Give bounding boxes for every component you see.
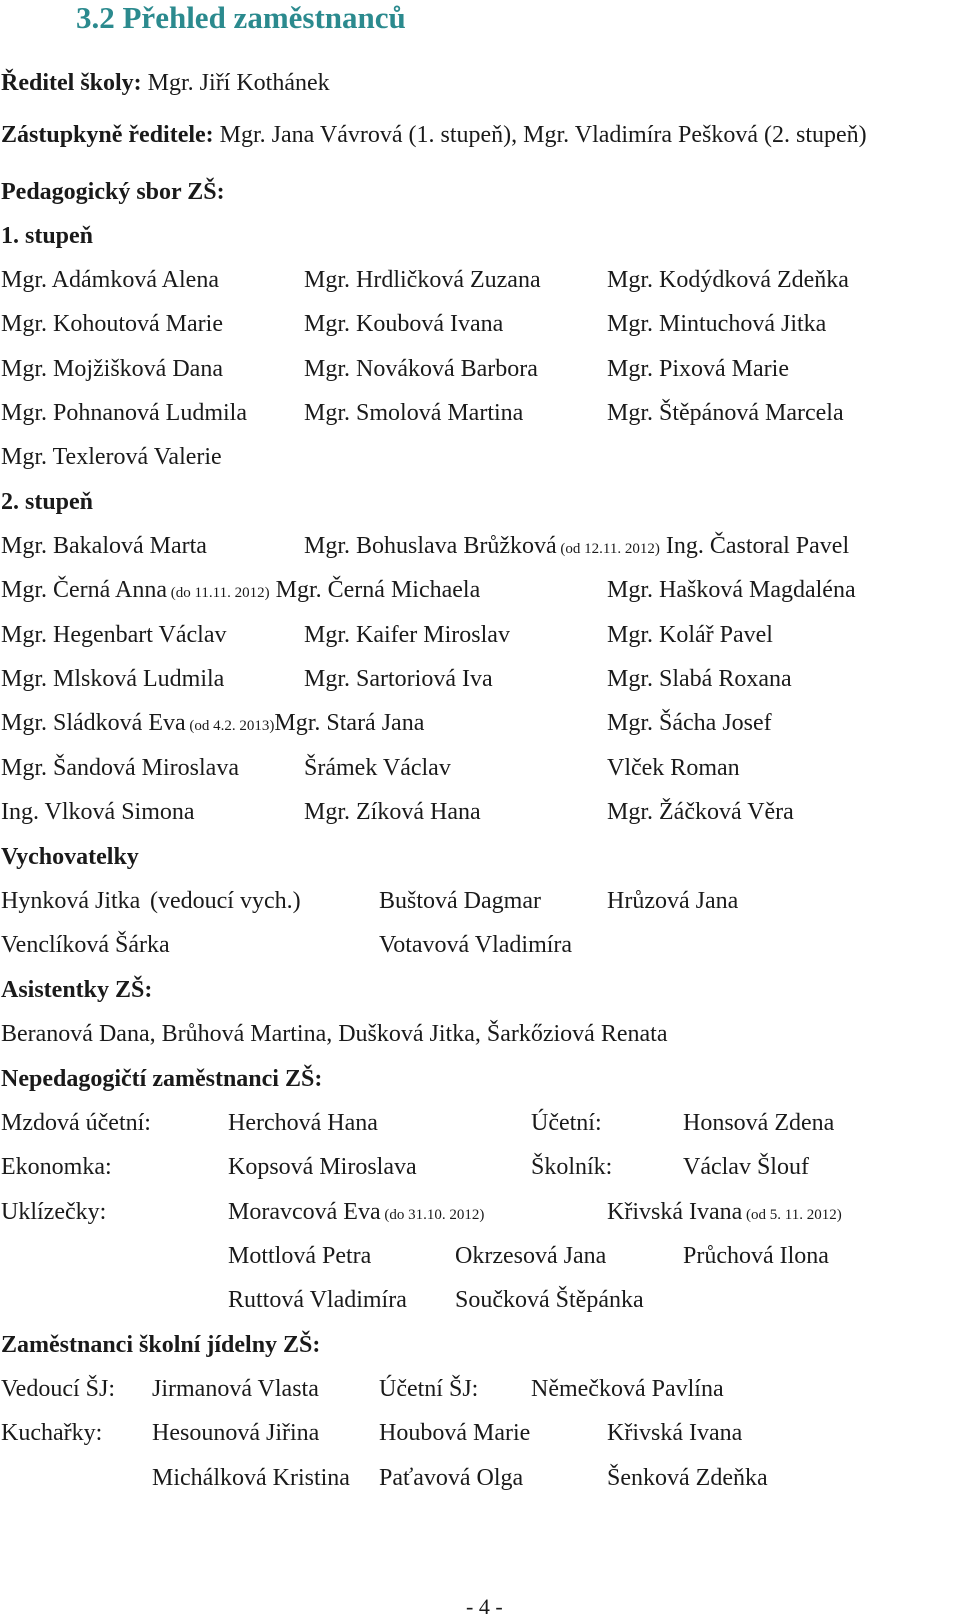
- staff-name: Mgr. Nováková Barbora: [304, 356, 538, 382]
- director-label: Ředitel školy:: [1, 70, 142, 96]
- date-note: (do 11.11. 2012): [166, 585, 270, 601]
- staff-name: Kopsová Miroslava: [228, 1154, 417, 1180]
- staff-name: Mgr. Šácha Josef: [607, 710, 772, 736]
- staff-name: [1, 577, 480, 604]
- staff-name: Mgr. Kaifer Miroslav: [304, 622, 510, 648]
- role-note: (vedoucí vych.): [150, 888, 301, 914]
- staff-name: Mgr. Mlsková Ludmila: [1, 666, 225, 692]
- staff-name: Mgr. Texlerová Valerie: [1, 444, 222, 470]
- date-note: (do 31.10. 2012): [380, 1207, 485, 1223]
- staff-name: Hesounová Jiřina: [152, 1420, 320, 1446]
- staff-name: Houbová Marie: [379, 1420, 531, 1446]
- staff-name: Mgr. Šandová Miroslava: [1, 755, 239, 781]
- staff-heading: Pedagogický sbor ZŠ:: [1, 179, 225, 205]
- staff-name: Mgr. Hegenbart Václav: [1, 622, 227, 648]
- role-label: Školník:: [531, 1154, 613, 1180]
- staff-name: Mgr. Mintuchová Jitka: [607, 311, 827, 337]
- staff-name-text: Mgr. Černá Anna: [1, 577, 167, 603]
- educators-heading: Vychovatelky: [1, 844, 139, 870]
- staff-name: Hynková Jitka: [1, 888, 141, 914]
- staff-name: Mgr. Zíková Hana: [304, 799, 481, 825]
- assistants-list: Beranová Dana, Brůhová Martina, Dušková Jitka, Šarkőziová Renata: [1, 1021, 668, 1047]
- date-note: (od 4.2. 2013): [185, 718, 275, 734]
- staff-name: Mgr. Hašková Magdaléna: [607, 577, 856, 603]
- staff-name: Mgr. Adámková Alena: [1, 267, 219, 293]
- staff-name: Okrzesová Jana: [455, 1243, 607, 1269]
- staff-name: Mgr. Smolová Martina: [304, 400, 524, 426]
- staff-name-text: Mgr. Černá Michaela: [269, 577, 481, 603]
- staff-name: Mgr. Pohnanová Ludmila: [1, 400, 247, 426]
- staff-name: Jirmanová Vlasta: [152, 1376, 319, 1402]
- deputies-line: [1, 122, 867, 149]
- role-label: Uklízečky:: [1, 1199, 107, 1225]
- staff-name: [1, 710, 424, 737]
- staff-name: Šenková Zdeňka: [607, 1465, 768, 1491]
- staff-name: Ruttová Vladimíra: [228, 1287, 407, 1313]
- role-label: Kuchařky:: [1, 1420, 103, 1446]
- staff-name: Mgr. Pixová Marie: [607, 356, 789, 382]
- staff-name-text: Křivská Ivana: [607, 1199, 743, 1225]
- role-label: Účetní:: [531, 1110, 602, 1136]
- staff-name: Mgr. Kohoutová Marie: [1, 311, 223, 337]
- grade2-heading: 2. stupeň: [1, 489, 94, 515]
- staff-name-text: Mgr. Stará Jana: [274, 710, 425, 736]
- staff-name: Mgr. Štěpánová Marcela: [607, 400, 844, 426]
- staff-name: Průchová Ilona: [683, 1243, 829, 1269]
- staff-name: Herchová Hana: [228, 1110, 378, 1136]
- staff-name: Mgr. Hrdličková Zuzana: [304, 267, 541, 293]
- staff-name: [304, 533, 849, 560]
- director-name: Mgr. Jiří Kothánek: [141, 70, 330, 96]
- staff-name: [607, 1199, 842, 1226]
- staff-name: Venclíková Šárka: [1, 932, 170, 958]
- staff-name: Hrůzová Jana: [607, 888, 739, 914]
- staff-name: [228, 1199, 484, 1226]
- staff-name: Votavová Vladimíra: [379, 932, 573, 958]
- staff-name: Mgr. Koubová Ivana: [304, 311, 504, 337]
- staff-name-text: Ing. Častoral Pavel: [659, 533, 850, 559]
- staff-name: Paťavová Olga: [379, 1465, 524, 1491]
- role-label: Vedoucí ŠJ:: [1, 1376, 115, 1402]
- staff-name-text: Mgr. Bohuslava Brůžková: [304, 533, 557, 559]
- date-note: (od 12.11. 2012): [556, 541, 660, 557]
- staff-name: Mgr. Žáčková Věra: [607, 799, 794, 825]
- role-label: Mzdová účetní:: [1, 1110, 151, 1136]
- staff-name: Křivská Ivana: [607, 1420, 743, 1446]
- page-title: 3.2 Přehled zaměstnanců: [76, 0, 406, 35]
- staff-name: Honsová Zdena: [683, 1110, 835, 1136]
- staff-name: Mgr. Kolář Pavel: [607, 622, 773, 648]
- staff-name: Mgr. Bakalová Marta: [1, 533, 207, 559]
- staff-name: Ing. Vlková Simona: [1, 799, 195, 825]
- staff-name: Vlček Roman: [607, 755, 740, 781]
- staff-name: Mgr. Kodýdková Zdeňka: [607, 267, 849, 293]
- staff-name: Mgr. Slabá Roxana: [607, 666, 792, 692]
- staff-name: Němečková Pavlína: [531, 1376, 724, 1402]
- role-label: Účetní ŠJ:: [379, 1376, 479, 1402]
- deputies-names: Mgr. Jana Vávrová (1. stupeň), Mgr. Vladimíra Pešková (2. stupeň): [213, 122, 867, 148]
- staff-name: Mgr. Mojžišková Dana: [1, 356, 223, 382]
- date-note: (od 5. 11. 2012): [742, 1207, 842, 1223]
- staff-name: Buštová Dagmar: [379, 888, 541, 914]
- role-label: Ekonomka:: [1, 1154, 112, 1180]
- director-line: [1, 70, 330, 97]
- non-teaching-heading: Nepedagogičtí zaměstnanci ZŠ:: [1, 1066, 323, 1092]
- staff-name: Mottlová Petra: [228, 1243, 372, 1269]
- assistants-heading: Asistentky ZŠ:: [1, 977, 153, 1003]
- staff-name: Součková Štěpánka: [455, 1287, 644, 1313]
- staff-name-text: Mgr. Sládková Eva: [1, 710, 186, 736]
- deputies-label: Zástupkyně ředitele:: [1, 122, 214, 148]
- staff-name-text: Moravcová Eva: [228, 1199, 381, 1225]
- staff-name: Mgr. Sartoriová Iva: [304, 666, 493, 692]
- staff-name: Václav Šlouf: [683, 1154, 809, 1180]
- staff-name: Šrámek Václav: [304, 755, 451, 781]
- canteen-heading: Zaměstnanci školní jídelny ZŠ:: [1, 1332, 321, 1358]
- staff-name: Michálková Kristina: [152, 1465, 350, 1491]
- page-number: - 4 -: [466, 1594, 503, 1619]
- grade1-heading: 1. stupeň: [1, 223, 94, 249]
